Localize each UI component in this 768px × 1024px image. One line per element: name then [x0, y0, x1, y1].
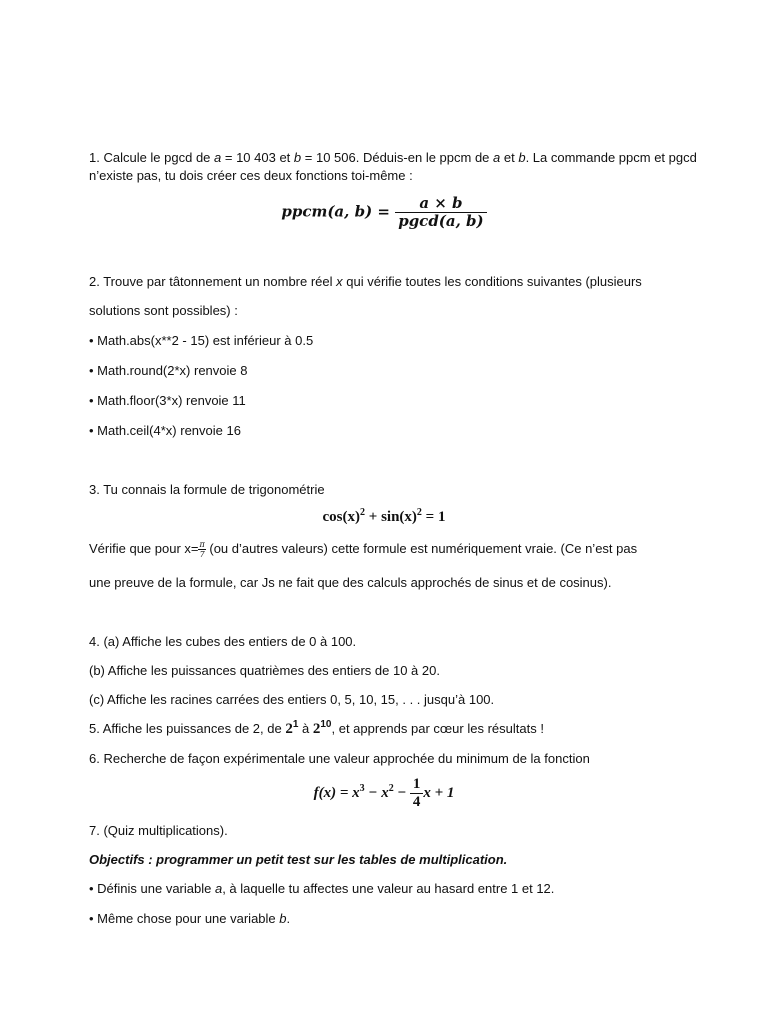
q5-power-base: 2: [285, 721, 293, 737]
q1-text: et: [500, 150, 519, 165]
q5-power-exp: 10: [320, 719, 332, 730]
q1-text: 1. Calcule le pgcd de: [89, 150, 215, 165]
q7-objective: Objectifs : programmer un petit test sur les tables de multiplication.: [89, 852, 508, 867]
q7-text: .: [286, 911, 291, 926]
f-exp: 3: [359, 782, 365, 794]
q2-var-x: x: [336, 274, 343, 289]
q7-text: , à laquelle tu affectes une valeur au hasard entre 1 et 12.: [222, 881, 555, 896]
trig-rhs: = 1: [421, 509, 446, 525]
ppcm-numerator: a × b: [395, 195, 486, 213]
q6-line: 6. Recherche de façon expérimentale une valeur approchée du minimum de la fonction: [89, 751, 590, 766]
q2-line-1: [89, 273, 689, 291]
q7-var-a: a: [214, 881, 223, 896]
q7-text: • Définis une variable: [89, 881, 215, 896]
trig-sin: + sin(x): [365, 509, 417, 525]
ppcm-denominator: pgcd(a, b): [398, 212, 484, 230]
trig-exp: 2: [416, 507, 422, 518]
q5-text: , et apprends par cœur les résultats !: [331, 721, 544, 736]
q1-var-b: b: [293, 150, 302, 165]
q4-b: (b) Affiche les puissances quatrièmes des entiers de 10 à 20.: [89, 663, 440, 678]
q3-line-2: [89, 540, 689, 559]
f-rest: x + 1: [423, 784, 455, 801]
q5-text: 5. Affiche les puissances de 2, de: [89, 721, 286, 736]
q3-text: Vérifie que pour x=: [89, 541, 199, 556]
pi-over-7-fraction: [198, 540, 205, 559]
q2-text: 2. Trouve par tâtonnement un nombre réel: [89, 274, 337, 289]
q1-var-b: b: [518, 150, 526, 165]
fraction-numerator: 1: [410, 776, 424, 794]
q5-power-exp: 1: [292, 719, 299, 730]
q2-line-2: solutions sont possibles) :: [89, 303, 238, 318]
q3-line-3: une preuve de la formule, car Js ne fait que des calculs approchés de sinus et de cosinus).: [89, 575, 612, 590]
q2-bullet: • Math.ceil(4*x) renvoie 16: [89, 423, 241, 438]
q3-text: (ou d’autres valeurs) cette formule est numériquement vraie. (Ce n’est pas: [205, 541, 638, 556]
q7-bullet-2: [89, 910, 689, 928]
function-formula: [0, 776, 768, 811]
f-minus: −: [393, 784, 410, 801]
q1-text: = 10 506. Déduis-en le ppcm de: [301, 150, 494, 165]
one-quarter-fraction: [410, 776, 424, 811]
q2-text: qui vérifie toutes les conditions suivantes (plusieurs: [342, 274, 642, 289]
q7-text: • Même chose pour une variable: [89, 911, 280, 926]
q5-line: [89, 720, 689, 740]
q7-var-b: b: [279, 911, 287, 926]
f-exp: 2: [388, 782, 394, 794]
q1-var-a: a: [493, 150, 501, 165]
f-lhs: f(x) = x: [313, 784, 360, 801]
q2-bullet: • Math.round(2*x) renvoie 8: [89, 363, 248, 378]
trig-formula: [0, 509, 768, 526]
q4-a: 4. (a) Affiche les cubes des entiers de 0 à 100.: [89, 634, 357, 649]
q1-line-1: [89, 149, 697, 167]
q1-var-a: a: [214, 150, 222, 165]
q3-line-1: 3. Tu connais la formule de trigonométrie: [89, 482, 325, 497]
f-mid: − x: [364, 784, 389, 801]
q1-text: = 10 403 et: [221, 150, 294, 165]
q2-bullet: • Math.floor(3*x) renvoie 11: [89, 393, 246, 408]
q5-text: à: [298, 721, 313, 736]
ppcm-formula: [0, 195, 768, 230]
q7-title: 7. (Quiz multiplications).: [89, 823, 228, 838]
q4-c: (c) Affiche les racines carrées des entiers 0, 5, 10, 15, . . . jusqu’à 100.: [89, 692, 495, 707]
fraction-denominator: 4: [412, 794, 421, 810]
trig-exp: 2: [360, 507, 366, 518]
pi-denominator: 7: [199, 550, 205, 560]
q1-line-2: n’existe pas, tu dois créer ces deux fonctions toi-même :: [89, 168, 413, 183]
ppcm-lhs: ppcm(a, b) =: [281, 202, 390, 221]
pi-numerator: π: [199, 540, 205, 550]
trig-cos: cos(x): [322, 509, 361, 525]
q2-bullet: • Math.abs(x**2 - 15) est inférieur à 0.5: [89, 333, 314, 348]
q5-power-base: 2: [312, 721, 321, 737]
q1-text: . La commande ppcm et pgcd: [525, 150, 697, 165]
q7-bullet-1: [89, 880, 689, 898]
ppcm-fraction: [395, 195, 486, 230]
